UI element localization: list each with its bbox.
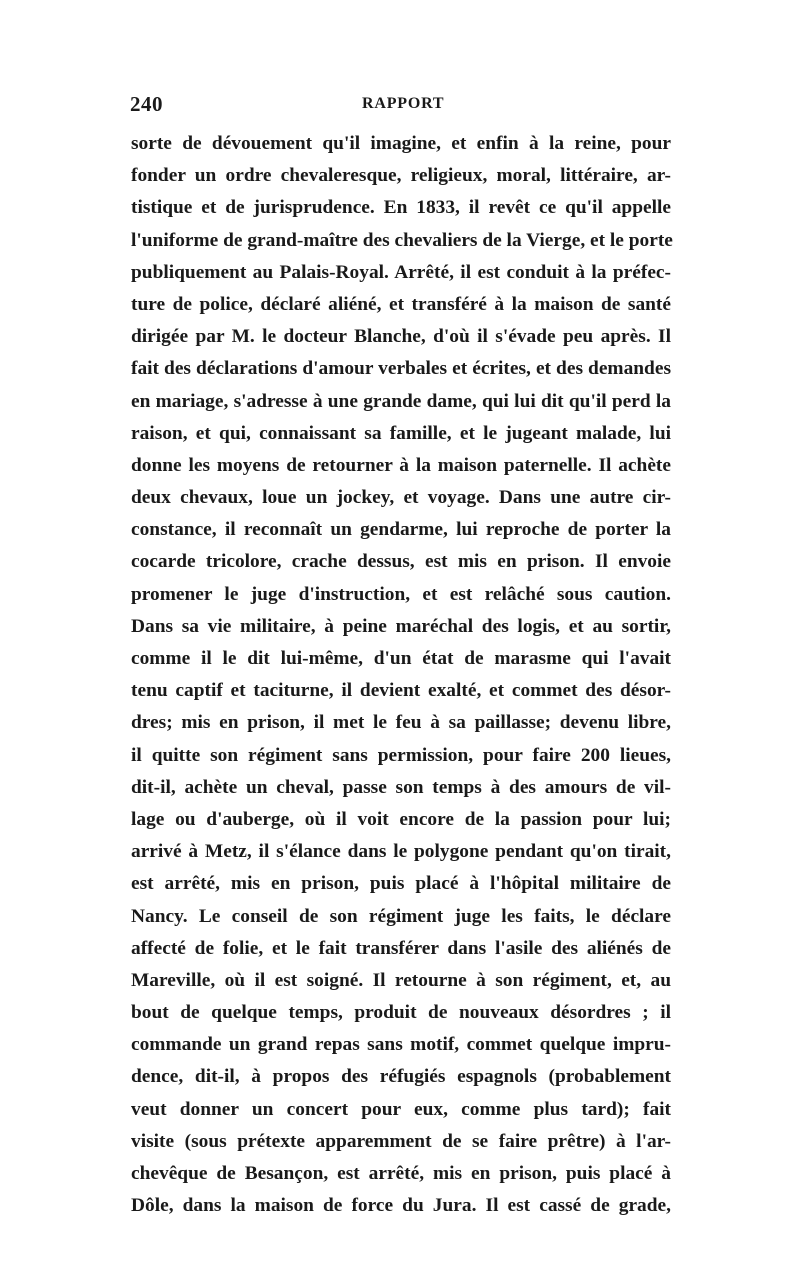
text-line: Nancy. Le conseil de son régiment juge les faits, le déclare (131, 905, 671, 927)
text-line: promener le juge d'instruction, et est relâché sous caution. (131, 583, 671, 605)
text-line: deux chevaux, loue un jockey, et voyage. Dans une autre cir- (131, 487, 671, 509)
text-line: lage ou d'auberge, où il voit encore de la passion pour lui; (131, 808, 671, 830)
text-line: publiquement au Palais-Royal. Arrêté, il est conduit à la préfec- (131, 261, 671, 283)
text-line: est arrêté, mis en prison, puis placé à l'hôpital militaire de (131, 873, 671, 895)
text-line: en mariage, s'adresse à une grande dame, qui lui dit qu'il perd la (131, 390, 671, 412)
text-line: fonder un ordre chevaleresque, religieux, moral, littéraire, ar- (131, 165, 671, 187)
text-line: bout de quelque temps, produit de nouveaux désordres ; il (131, 1002, 671, 1024)
text-line: il quitte son régiment sans permission, pour faire 200 lieues, (131, 744, 671, 766)
text-line: donne les moyens de retourner à la maison paternelle. Il achète (131, 454, 671, 476)
text-line: veut donner un concert pour eux, comme plus tard); fait (131, 1098, 671, 1120)
text-line: cocarde tricolore, crache dessus, est mis en prison. Il envoie (131, 551, 671, 573)
text-line: dit-il, achète un cheval, passe son temps à des amours de vil- (131, 776, 671, 798)
text-line: raison, et qui, connaissant sa famille, et le jugeant malade, lui (131, 422, 671, 444)
text-line: visite (sous prétexte apparemment de se faire prêtre) à l'ar- (131, 1130, 671, 1152)
text-line: tistique et de jurisprudence. En 1833, il revêt ce qu'il appelle (131, 197, 671, 219)
text-line: commande un grand repas sans motif, commet quelque impru- (131, 1034, 671, 1056)
text-line: sorte de dévouement qu'il imagine, et enfin à la reine, pour (131, 133, 671, 154)
text-line: dres; mis en prison, il met le feu à sa paillasse; devenu libre, (131, 712, 671, 734)
body-text (131, 128, 671, 1222)
running-head: RAPPORT (362, 95, 445, 112)
text-line: constance, il reconnaît un gendarme, lui reproche de porter la (131, 519, 671, 541)
text-line: dirigée par M. le docteur Blanche, d'où il s'évade peu après. Il (131, 326, 671, 348)
page-number: 240 (130, 92, 163, 116)
page-header (130, 92, 670, 122)
text-line: chevêque de Besançon, est arrêté, mis en prison, puis placé à (131, 1163, 671, 1184)
text-line: Dans sa vie militaire, à peine maréchal des logis, et au sortir, (131, 615, 671, 637)
text-line: arrivé à Metz, il s'élance dans le polygone pendant qu'on tirait, (131, 841, 671, 863)
text-line: affecté de folie, et le fait transférer dans l'asile des aliénés de (131, 937, 671, 959)
text-line: comme il le dit lui-même, d'un état de marasme qui l'avait (131, 648, 671, 669)
text-line: Dôle, dans la maison de force du Jura. Il est cassé de grade, (131, 1195, 671, 1217)
text-line: fait des déclarations d'amour verbales et écrites, et des demandes (131, 358, 671, 380)
text-line: ture de police, déclaré aliéné, et transféré à la maison de santé (131, 293, 671, 315)
text-line: Mareville, où il est soigné. Il retourne à son régiment, et, au (131, 969, 671, 991)
text-line: l'uniforme de grand-maître des chevaliers de la Vierge, et le porte (131, 229, 673, 251)
text-line: tenu captif et taciturne, il devient exalté, et commet des désor- (131, 680, 671, 702)
text-line: dence, dit-il, à propos des réfugiés espagnols (probablement (131, 1066, 671, 1088)
